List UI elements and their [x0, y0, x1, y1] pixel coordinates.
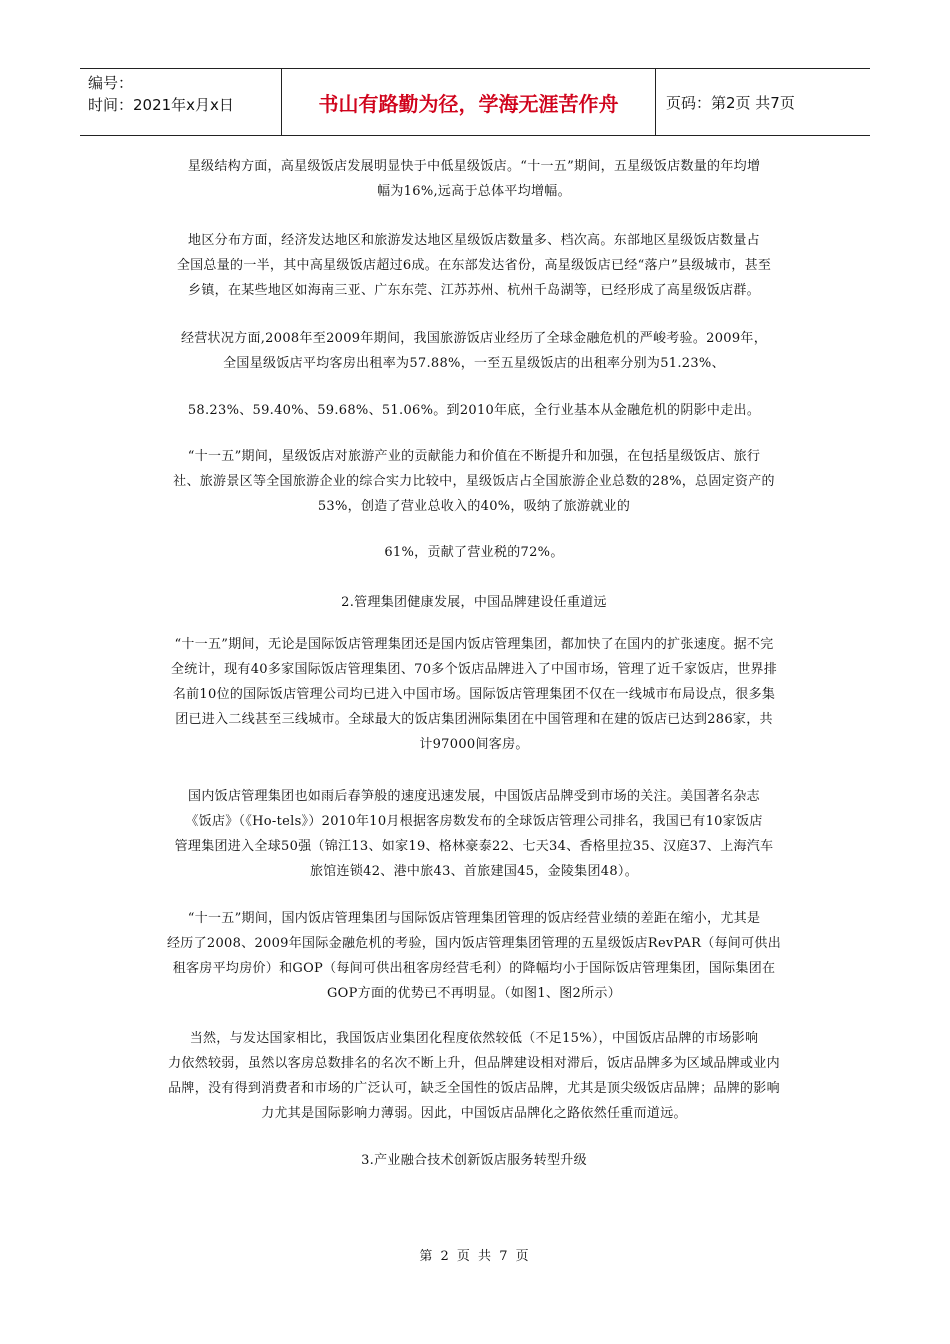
paragraph: [136, 1026, 812, 1126]
paragraph-line: 3.产业融合技术创新饭店服务转型升级: [361, 1153, 587, 1168]
paragraph: [136, 540, 812, 565]
paragraph-line: 旅馆连锁42、港中旅43、首旅建国45，金陵集团48）。: [309, 864, 639, 879]
paragraph-line: 58.23%、59.40%、59.68%、51.06%。到2010年底，全行业基本从金融危机的阴影中走出。: [187, 403, 761, 418]
paragraph-line: 经历了2008、2009年国际金融危机的考验，国内饭店管理集团管理的五星级饭店RevPAR（每间可供出: [166, 936, 782, 951]
paragraph-line: GOP方面的优势已不再明显。（如图1、图2所示）: [326, 986, 622, 1001]
paragraph-line: 品牌，没有得到消费者和市场的广泛认可，缺乏全国性的饭店品牌，尤其是顶尖级饭店品牌；品牌的影响: [168, 1081, 780, 1096]
paragraph: [136, 326, 812, 376]
paragraph: [136, 784, 812, 884]
time-label: 时间：2021年x月x日: [88, 96, 234, 114]
paragraph: [136, 444, 812, 519]
paragraph-line: 社、旅游景区等全国旅游企业的综合实力比较中，星级饭店占全国旅游企业总数的28%，总固定资产的: [173, 474, 775, 489]
paragraph-line: 团已进入二线甚至三线城市。全球最大的饭店集团洲际集团在中国管理和在建的饭店已达到286家，共: [175, 712, 773, 727]
header-motto: 书山有路勤为径，学海无涯苦作舟: [282, 69, 656, 135]
paragraph-line: 星级结构方面，高星级饭店发展明显快于中低星级饭店。“十一五”期间，五星级饭店数量的年均增: [187, 159, 761, 174]
paragraph: [136, 590, 812, 615]
paragraph-line: 名前10位的国际饭店管理公司均已进入中国市场。国际饭店管理集团不仅在一线城市布局设点，很多集: [172, 687, 776, 702]
paragraph-line: 全国星级饭店平均客房出租率为57.88%，一至五星级饭店的出租率分别为51.23%、: [223, 356, 725, 371]
paragraph: [136, 632, 812, 757]
paragraph-line: 力尤其是国际影响力薄弱。因此，中国饭店品牌化之路依然任重而道远。: [261, 1106, 687, 1121]
page-footer: 第 2 页 共 7 页: [419, 1249, 531, 1264]
header-meta: [80, 69, 282, 135]
paragraph-line: 乡镇，在某些地区如海南三亚、广东东莞、江苏苏州、杭州千岛湖等，已经形成了高星级饭店群。: [188, 283, 760, 298]
paragraph-line: 当然，与发达国家相比，我国饭店业集团化程度依然较低（不足15%），中国饭店品牌的市场影响: [189, 1031, 759, 1046]
paragraph-line: 2.管理集团健康发展，中国品牌建设任重道远: [341, 595, 607, 610]
paragraph-line: 管理集团进入全球50强（锦江13、如家19、格林豪泰22、七天34、香格里拉35、汉庭37、上海汽车: [174, 839, 774, 854]
paragraph-line: 61%，贡献了营业税的72%。: [384, 545, 564, 560]
header-page-label: 页码：第2页 共7页: [666, 93, 795, 112]
paragraph-line: 力依然较弱，虽然以客房总数排名的名次不断上升，但品牌建设相对滞后，饭店品牌多为区域品牌或业内: [168, 1056, 780, 1071]
paragraph: [136, 154, 812, 204]
paragraph-line: 《饭店》（《Ho-tels》）2010年10月根据客房数发布的全球饭店管理公司排名，我国已有10家饭店: [185, 814, 763, 829]
paragraph: [136, 1148, 812, 1173]
paragraph-line: 幅为16%,远高于总体平均增幅。: [377, 184, 571, 199]
paragraph: [136, 398, 812, 423]
paragraph: [136, 906, 812, 1006]
paragraph-line: 国内饭店管理集团也如雨后春笋般的速度迅速发展，中国饭店品牌受到市场的关注。美国著名杂志: [188, 789, 760, 804]
paragraph-line: 全国总量的一半，其中高星级饭店超过6成。在东部发达省份，高星级饭店已经“落户”县级城市，甚至: [176, 258, 772, 273]
paragraph: [136, 228, 812, 303]
paragraph-line: 计97000间客房。: [419, 737, 529, 752]
paragraph-line: 租客房平均房价）和GOP（每间可供出租客房经营毛利）的降幅均小于国际饭店管理集团，国际集团在: [172, 961, 776, 976]
page-header: [80, 68, 870, 136]
paragraph-line: “十一五”期间，星级饭店对旅游产业的贡献能力和价值在不断提升和加强，在包括星级饭店、旅行: [187, 449, 761, 464]
paragraph-line: 地区分布方面，经济发达地区和旅游发达地区星级饭店数量多、档次高。东部地区星级饭店数量占: [188, 233, 760, 248]
paragraph-line: 经营状况方面,2008年至2009年期间，我国旅游饭店业经历了全球金融危机的严峻考验。2009年，: [180, 331, 768, 346]
paragraph-line: 全统计，现有40多家国际饭店管理集团、70多个饭店品牌进入了中国市场，管理了近千家饭店，世界排: [170, 662, 778, 677]
paragraph-line: 53%，创造了营业总收入的40%，吸纳了旅游就业的: [317, 499, 631, 514]
paragraph-line: “十一五”期间，无论是国际饭店管理集团还是国内饭店管理集团，都加快了在国内的扩张速度。据不完: [174, 637, 774, 652]
paragraph-line: “十一五”期间，国内饭店管理集团与国际饭店管理集团管理的饭店经营业绩的差距在缩小，尤其是: [187, 911, 761, 926]
number-label: 编号：: [88, 74, 134, 92]
